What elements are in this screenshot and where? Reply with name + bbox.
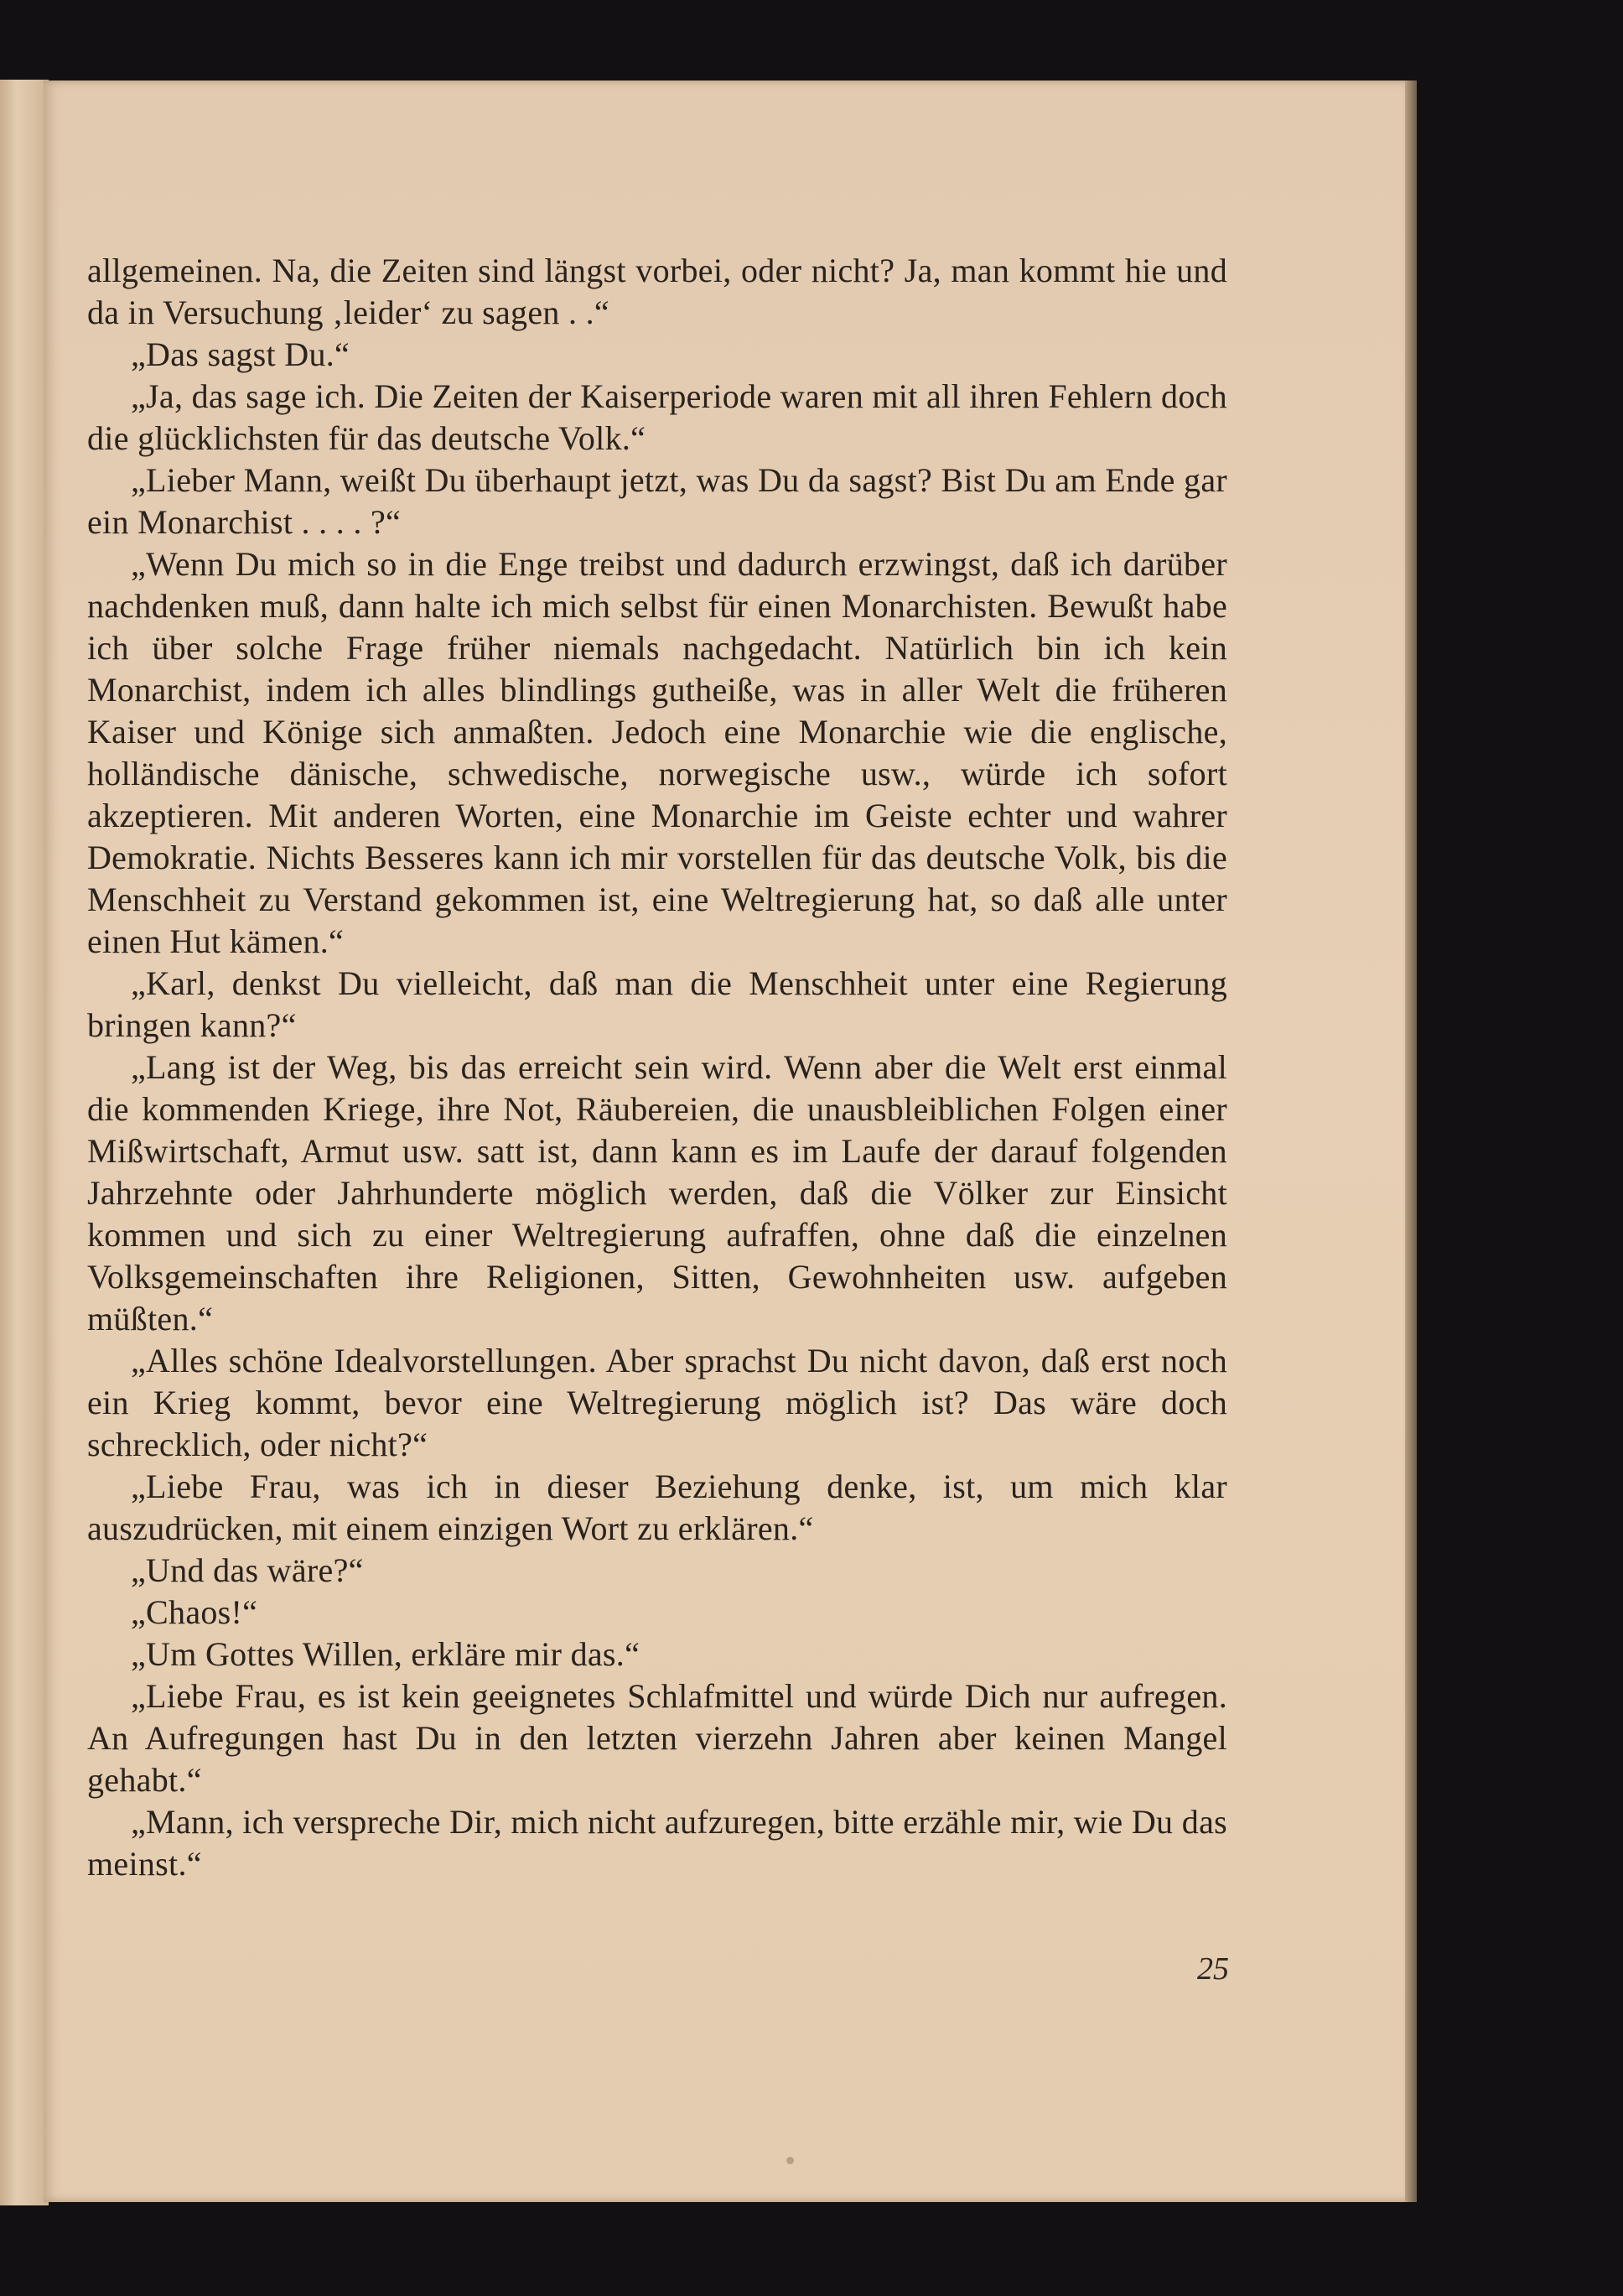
paragraph: „Karl, denkst Du vielleicht, daß man die Menschheit unter eine Regierung bringen kann?“ <box>87 964 1227 1044</box>
body-text <box>87 250 1227 1885</box>
paragraph: „Mann, ich verspreche Dir, mich nicht aufzuregen, bitte erzähle mir, wie Du das meinst.“ <box>87 1803 1227 1883</box>
paragraph: „Liebe Frau, was ich in dieser Beziehung denke, ist, um mich klar auszudrücken, mit einem einzigen Wort zu erklären.“ <box>87 1467 1227 1547</box>
page-stack-edge <box>0 80 49 2205</box>
paragraph: „Lieber Mann, weißt Du überhaupt jetzt, was Du da sagst? Bist Du am Ende gar ein Monarchist . . . . ?“ <box>87 461 1227 541</box>
paragraph: „Ja, das sage ich. Die Zeiten der Kaiserperiode waren mit all ihren Fehlern doch die glücklichsten für das deutsche Volk.“ <box>87 377 1227 457</box>
page-right-edge <box>1405 81 1417 2202</box>
paragraph: „Das sagst Du.“ <box>131 335 350 373</box>
paragraph: „Und das wäre?“ <box>131 1551 364 1589</box>
paragraph: „Wenn Du mich so in die Enge treibst und dadurch erzwingst, daß ich darüber nachdenken muß, dann halte ich mich selbst für einen Monarchisten. Bewußt habe ich über solche Frage früher niemals nachgedacht. Natürlich bin ich kein Monarchist, indem ich alles blindlings gutheiße, was in aller Welt die früheren Kaiser und Könige sich anmaßten. Jedoch eine Monarchie wie die englische, holländische dänische, schwedische, norwegische usw., würde ich sofort akzeptieren. Mit anderen Worten, eine Monarchie im Geiste echter und wahrer Demokratie. Nichts Besseres kann ich mir vorstellen für das deutsche Volk, bis die Menschheit zu Verstand gekommen ist, eine Weltregierung hat, so daß alle unter einen Hut kämen.“ <box>87 545 1227 960</box>
page-number: 25 <box>1197 1951 1229 1987</box>
paragraph: allgemeinen. Na, die Zeiten sind längst vorbei, oder nicht? Ja, man kommt hie und da in Versuchung ‚leider‘ zu sagen . .“ <box>87 252 1227 331</box>
paragraph: „Alles schöne Idealvorstellungen. Aber sprachst Du nicht davon, daß erst noch ein Krieg kommt, bevor eine Weltregierung möglich ist? Das wäre doch schrecklich, oder nicht?“ <box>87 1342 1227 1463</box>
paragraph: „Chaos!“ <box>131 1593 258 1631</box>
paragraph: „Lang ist der Weg, bis das erreicht sein wird. Wenn aber die Welt erst einmal die kommenden Kriege, ihre Not, Räubereien, die unausbleiblichen Folgen einer Mißwirtschaft, Armut usw. satt ist, dann kann es im Laufe der darauf folgenden Jahrzehnte oder Jahrhunderte möglich werden, daß die Völker zur Einsicht kommen und sich zu einer Weltregierung aufraffen, ohne daß die einzelnen Volksgemeinschaften ihre Religionen, Sitten, Gewohnheiten usw. aufgeben müßten.“ <box>87 1048 1227 1338</box>
paper-speck <box>786 2157 794 2164</box>
paragraph: „Liebe Frau, es ist kein geeignetes Schlafmittel und würde Dich nur aufregen. An Aufregungen hast Du in den letzten vierzehn Jahren aber keinen Mangel gehabt.“ <box>87 1677 1227 1799</box>
paragraph: „Um Gottes Willen, erkläre mir das.“ <box>131 1635 640 1673</box>
